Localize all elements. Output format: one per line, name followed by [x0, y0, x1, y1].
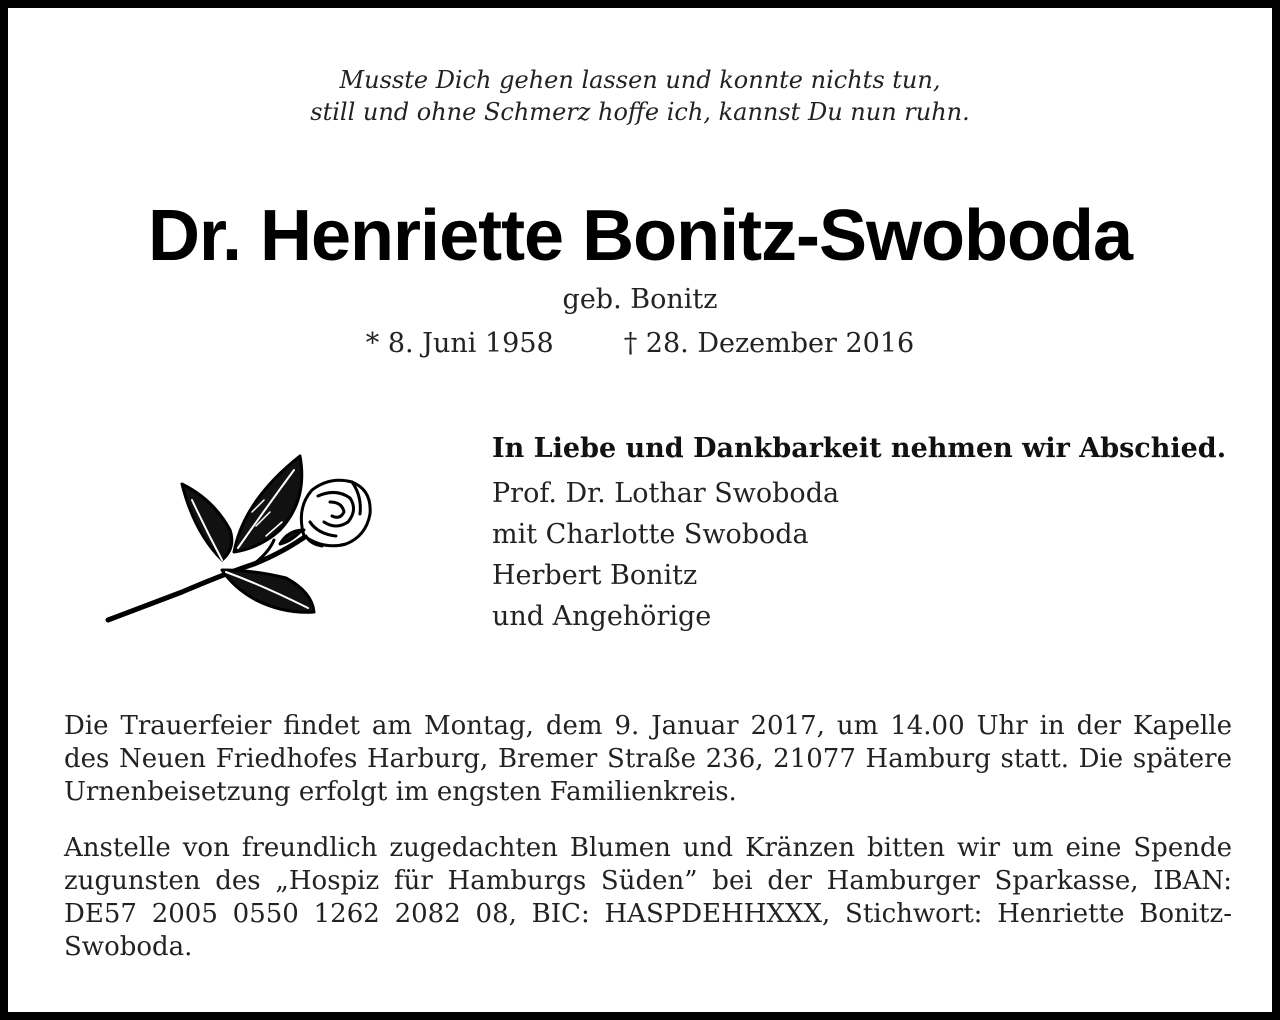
farewell-line: In Liebe und Dankbarkeit nehmen wir Abschied. [492, 433, 1227, 464]
birth-date: * 8. Juni 1958 [365, 328, 554, 359]
motto [8, 64, 1272, 128]
mourner-name: und Angehörige [492, 601, 712, 632]
life-dates [8, 326, 1272, 362]
maiden-name: geb. Bonitz [562, 284, 718, 315]
rose-icon [104, 452, 384, 632]
donation-paragraph: Anstelle von freundlich zugedachten Blumen und Kränzen bitten wir um eine Spende zugunsten des „Hospiz für Hamburgs Süden” bei der Hamburger Sparkasse, IBAN: DE57 2005 0550 1262 2082 08, BIC: HASPDEHHXXX, Stichwort: Henriette Bonitz-Swoboda. [64, 833, 1232, 962]
mourner-name: mit Charlotte Swoboda [492, 519, 809, 550]
mourners-block [492, 428, 1226, 637]
deceased-name: Dr. Henriette Bonitz-Swoboda [147, 196, 1133, 276]
motto-line-2: still und ohne Schmerz hoffe ich, kannst Du nun ruhn. [310, 98, 970, 126]
death-date: † 28. Dezember 2016 [623, 328, 915, 359]
mourner-name: Herbert Bonitz [492, 560, 698, 591]
mourner-name: Prof. Dr. Lothar Swoboda [492, 478, 840, 509]
motto-line-1: Musste Dich gehen lassen und konnte nichts tun, [339, 66, 941, 94]
ceremony-paragraph: Die Trauerfeier findet am Montag, dem 9. Januar 2017, um 14.00 Uhr in der Kapelle des Neuen Friedhofes Harburg, Bremer Straße 236, 21077 Hamburg statt. Die spätere Urnenbeisetzung erfolgt im engsten Familienkreis. [64, 711, 1232, 807]
